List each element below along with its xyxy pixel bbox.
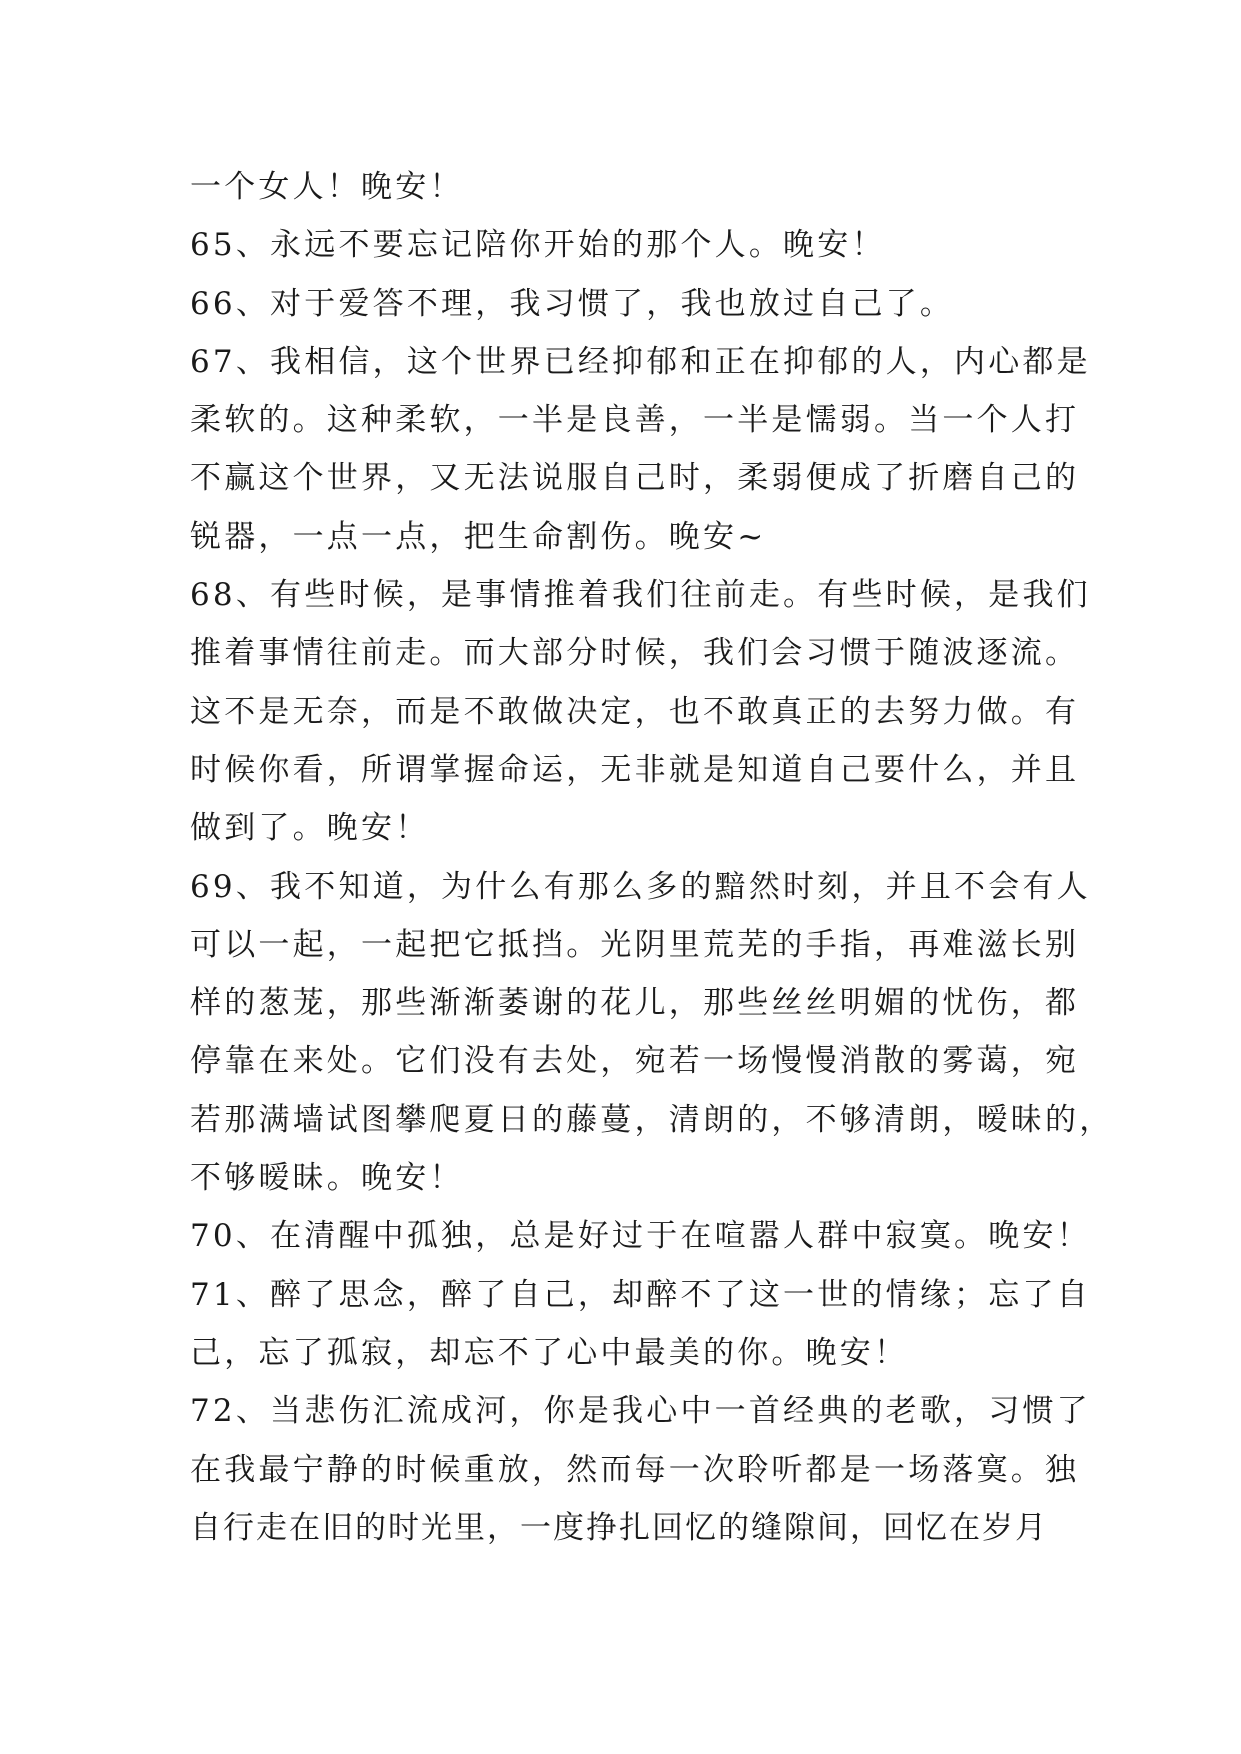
body-text [190, 158, 1114, 1557]
text-line: 不赢这个世界，又无法说服自己时，柔弱便成了折磨自己的 [190, 460, 1080, 497]
text-line: 66、对于爱答不理，我习惯了，我也放过自己了。 [190, 285, 955, 322]
text-line: 推着事情往前走。而大部分时候，我们会习惯于随波逐流。 [190, 635, 1080, 672]
text-line: 样的葱茏，那些渐渐萎谢的花儿，那些丝丝明媚的忧伤，都 [190, 985, 1080, 1022]
text-line: 65、永远不要忘记陪你开始的那个人。晚安！ [190, 227, 886, 264]
text-line: 70、在清醒中孤独，总是好过于在喧嚣人群中寂寞。晚安！ [190, 1218, 1091, 1255]
text-line: 69、我不知道，为什么有那么多的黯然时刻，并且不会有人 [190, 868, 1091, 905]
text-line: 自行走在旧的时光里，一度挣扎回忆的缝隙间，回忆在岁月 [190, 1509, 1048, 1546]
text-line: 在我最宁静的时候重放，然而每一次聆听都是一场落寞。独 [190, 1451, 1080, 1488]
text-line: 己，忘了孤寂，却忘不了心中最美的你。晚安！ [190, 1334, 909, 1371]
text-line: 68、有些时候，是事情推着我们往前走。有些时候，是我们 [190, 577, 1091, 614]
text-line: 停靠在来处。它们没有去处，宛若一场慢慢消散的雾蔼，宛 [190, 1043, 1080, 1080]
text-line: 时候你看，所谓掌握命运，无非就是知道自己要什么，并且 [190, 751, 1080, 788]
text-line: 72、当悲伤汇流成河，你是我心中一首经典的老歌，习惯了 [190, 1393, 1091, 1430]
text-line: 这不是无奈，而是不敢做决定，也不敢真正的去努力做。有 [190, 693, 1080, 730]
text-line: 不够暧昧。晚安！ [190, 1160, 464, 1197]
text-line: 可以一起，一起把它抵挡。光阴里荒芜的手指，再难滋长别 [190, 926, 1080, 963]
text-line: 柔软的。这种柔软，一半是良善，一半是懦弱。当一个人打 [190, 402, 1080, 439]
text-line: 做到了。晚安！ [190, 810, 430, 847]
text-line: 71、醉了思念，醉了自己，却醉不了这一世的情缘；忘了自 [190, 1276, 1091, 1313]
text-line: 锐器，一点一点，把生命割伤。晚安~ [190, 518, 767, 555]
text-line: 若那满墙试图攀爬夏日的藤蔓，清朗的，不够清朗，暧昧的， [190, 1101, 1114, 1138]
text-line: 一个女人！晚安！ [190, 169, 464, 205]
text-line: 67、我相信，这个世界已经抑郁和正在抑郁的人，内心都是 [190, 343, 1091, 380]
